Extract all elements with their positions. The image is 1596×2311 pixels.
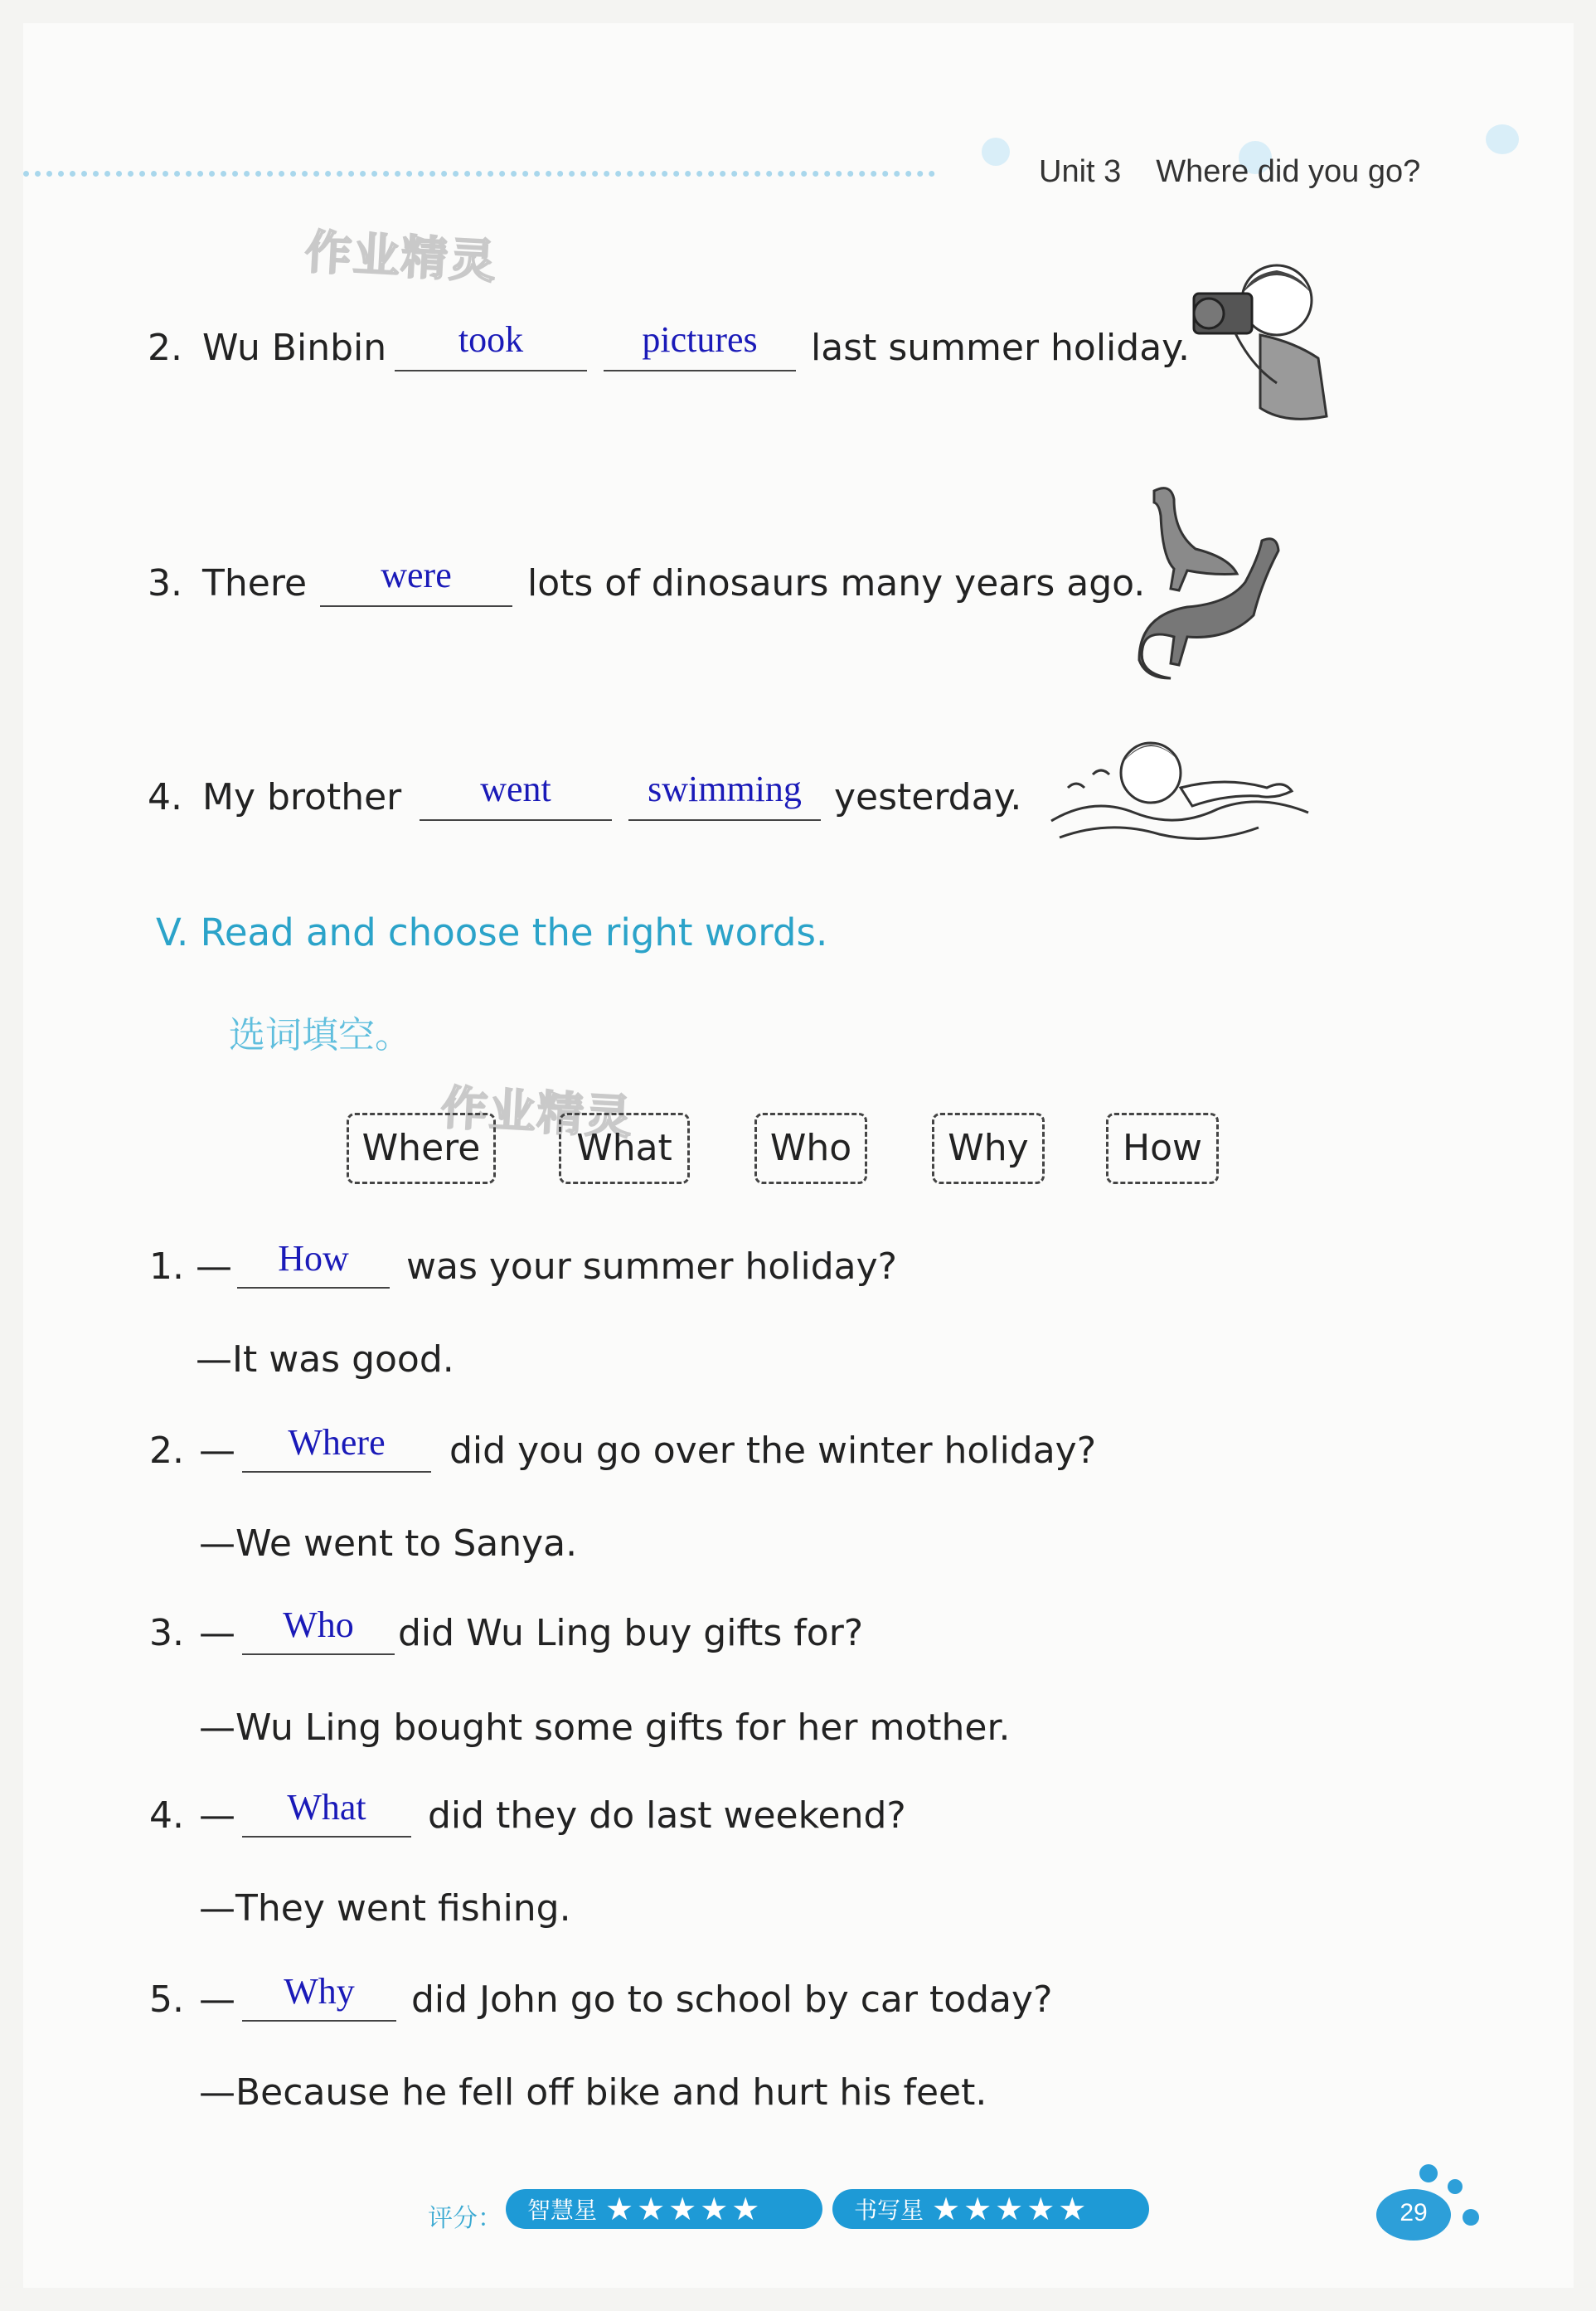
question-3-num: 3. [149,1612,184,1654]
answer-text: were [381,555,452,595]
question-1-num: 1. [149,1245,184,1288]
question-2-reply: —We went to Sanya. [199,1522,578,1565]
section-v-title: V. Read and choose the right words. [156,910,828,954]
answer-text: went [480,769,551,809]
question-1-reply: —It was good. [196,1338,454,1381]
answer-text: Who [283,1605,354,1645]
header-dotted-rule [23,171,935,177]
star-rating-icon[interactable]: ★★★★★ [605,2191,764,2227]
answer-text: Where [288,1422,386,1463]
answer-blank[interactable] [242,1471,431,1473]
question-1-dash: — [196,1245,232,1288]
wisdom-star-badge [506,2189,822,2229]
word-bank-where: Where [347,1113,496,1184]
question-1-text: was your summer holiday? [406,1245,898,1288]
score-label: 评分： [428,2204,502,2233]
fill-item-3-before: There [202,562,308,604]
fill-item-4-num: 4. [148,776,182,818]
unit-title: Where did you go? [1156,154,1421,189]
question-4-dash: — [199,1794,235,1837]
answer-text: What [287,1787,366,1828]
decor-bubble [1448,2179,1463,2194]
word-bank-why: Why [932,1113,1045,1184]
word-bank-what: What [559,1113,690,1184]
fill-item-2-after: last summer holiday. [811,327,1190,369]
fill-item-4-after: yesterday. [834,776,1022,818]
question-4-num: 4. [149,1794,184,1837]
question-3-dash: — [199,1612,235,1654]
fill-item-4-before: My brother [202,776,402,818]
answer-blank[interactable] [320,605,512,607]
question-3-text: did Wu Ling buy gifts for? [398,1612,864,1654]
question-4-reply: —They went fishing. [199,1887,571,1930]
answer-blank[interactable] [395,370,587,371]
decor-bubble [982,138,1010,166]
fill-item-3-num: 3. [148,562,182,604]
fill-item-3-after: lots of dinosaurs many years ago. [527,562,1146,604]
decor-bubble [1463,2209,1479,2226]
watermark: 作业精灵 [303,225,499,290]
question-5-num: 5. [149,1978,184,2021]
answer-text: pictures [642,319,758,360]
answer-blank[interactable] [237,1287,390,1289]
answer-text: Why [284,1971,355,2012]
answer-text: swimming [648,769,802,809]
writing-star-badge [832,2189,1149,2229]
question-5-dash: — [199,1978,235,2021]
header-unit-title [1039,154,1420,190]
star-rating-icon[interactable]: ★★★★★ [932,2191,1090,2227]
answer-blank[interactable] [242,1653,395,1655]
section-v-subtitle: 选词填空。 [229,1014,411,1056]
swimming-boy-illustration [1043,730,1317,854]
answer-blank[interactable] [420,819,612,821]
unit-label: Unit 3 [1039,154,1122,189]
answer-blank[interactable] [242,1836,411,1838]
question-4-text: did they do last weekend? [428,1794,906,1837]
badge-label: 智慧星 [527,2197,598,2224]
decor-bubble [1486,124,1519,154]
question-2-num: 2. [149,1430,184,1472]
question-5-text: did John go to school by car today? [411,1978,1053,2021]
word-bank-who: Who [754,1113,867,1184]
word-bank-how: How [1106,1113,1219,1184]
question-2-dash: — [199,1430,235,1472]
answer-blank[interactable] [242,2020,396,2022]
fill-item-2-before: Wu Binbin [202,327,387,369]
watermark: 作业精灵 [439,1080,635,1146]
question-5-reply: —Because he fell off bike and hurt his feet. [199,2071,987,2114]
camera-boy-illustration [1186,259,1343,433]
fill-item-2-num: 2. [148,327,182,369]
dinosaurs-illustration [1138,483,1287,682]
answer-text: took [458,319,524,360]
badge-label: 书写星 [854,2197,924,2224]
decor-bubble [1419,2164,1438,2182]
answer-text: How [278,1238,349,1279]
answer-blank[interactable] [628,819,821,821]
question-2-text: did you go over the winter holiday? [449,1430,1097,1472]
question-3-reply: —Wu Ling bought some gifts for her mother. [199,1707,1011,1749]
answer-blank[interactable] [604,370,796,371]
page-number: 29 [1400,2199,1428,2226]
